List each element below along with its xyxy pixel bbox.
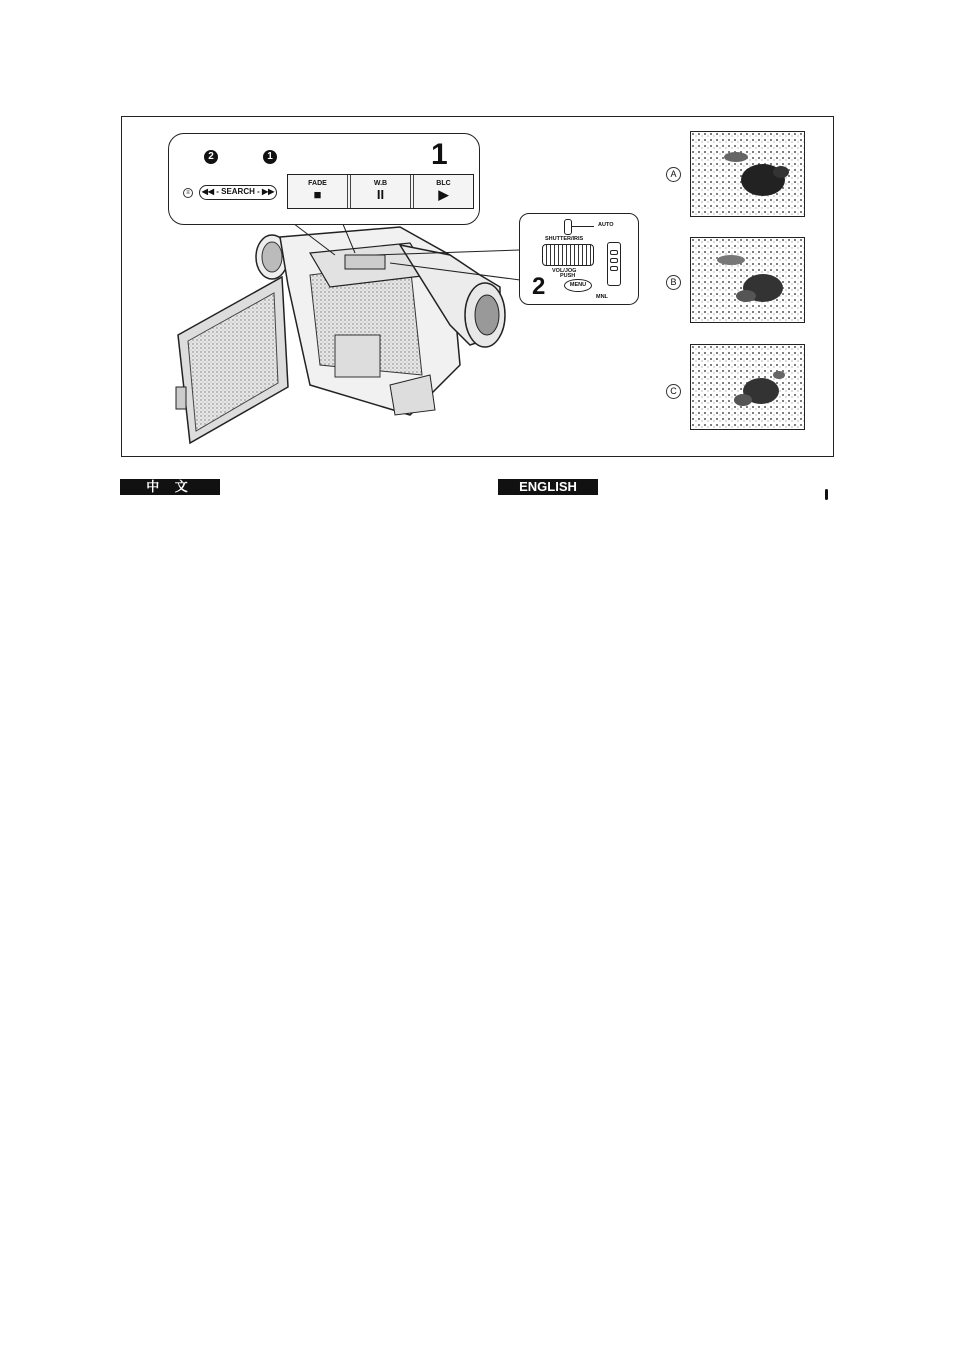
thumb-letter-c: C <box>666 384 681 399</box>
menu-button[interactable]: MENU <box>564 279 592 292</box>
step-2-label: 2 <box>532 273 546 300</box>
button-strip <box>287 174 474 209</box>
thumbnail-c <box>690 344 805 430</box>
shutter-iris-label: SHUTTER/IRIS <box>545 236 584 242</box>
wb-button[interactable] <box>347 175 410 208</box>
auto-label: AUTO <box>598 222 614 228</box>
english-section-tag: ENGLISH <box>498 479 598 495</box>
marker-2: 2 <box>204 150 218 164</box>
jog-dial[interactable] <box>542 244 594 266</box>
marker-1: 1 <box>263 150 277 164</box>
thumbnail-c-image <box>691 345 805 430</box>
wb-label: W.B <box>373 180 388 187</box>
lock-icon: ≡ <box>183 188 193 198</box>
button-panel-callout <box>168 133 480 225</box>
margin-mark <box>825 489 828 500</box>
fade-button[interactable] <box>288 175 347 208</box>
thumb-letter-b: B <box>666 275 681 290</box>
fade-label: FADE <box>308 180 327 187</box>
blc-label: BLC <box>436 180 451 187</box>
camcorder-illustration <box>160 215 530 445</box>
thumbnail-b-image <box>691 238 805 323</box>
thumbnail-a-image <box>691 132 805 217</box>
push-label: PUSH <box>560 273 576 279</box>
vol-jog-label: VOL/JOG <box>552 268 577 274</box>
step-1-label: 1 <box>431 138 448 171</box>
blc-button[interactable] <box>410 175 473 208</box>
thumb-letter-a: A <box>666 167 681 182</box>
auto-manual-switch[interactable] <box>607 242 621 286</box>
dial-panel-callout <box>519 213 639 305</box>
switch-knob-icon <box>564 219 572 235</box>
stop-icon: ■ <box>313 187 322 202</box>
chinese-section-tag: 中 文 <box>120 479 220 495</box>
play-icon: ▶ <box>438 187 449 202</box>
thumbnail-b <box>690 237 805 323</box>
mnl-label: MNL <box>596 294 608 300</box>
search-button[interactable]: ◀◀ - SEARCH - ▶▶ <box>199 185 277 200</box>
thumbnail-a <box>690 131 805 217</box>
pause-icon: II <box>376 187 385 202</box>
auto-leader-line <box>572 226 594 227</box>
